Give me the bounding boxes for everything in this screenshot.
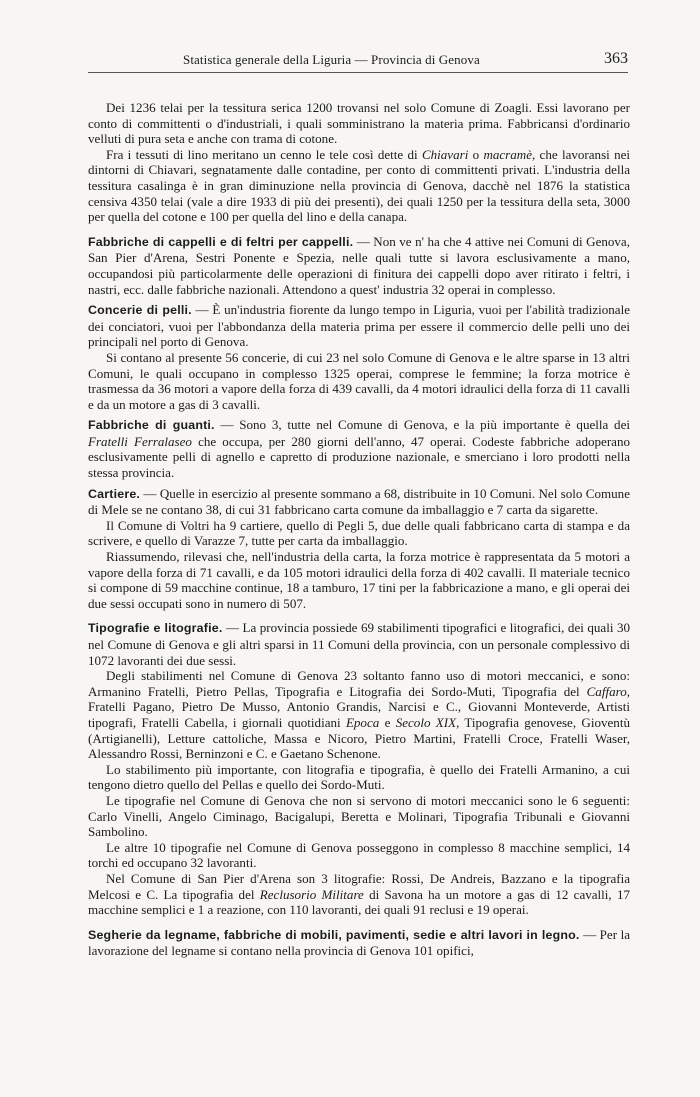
text-run: di Savona ha un motore a gas di 12 cavalli, 17 macchine semplici e 1 a reazione, con 110 lavoranti, dei quali 91 reclusi e 19 operai. bbox=[88, 886, 630, 918]
paragraph bbox=[88, 793, 630, 840]
italic-text: Reclusorio Militare bbox=[259, 886, 364, 902]
section-heading: Fabbriche di cappelli e di feltri per cappelli. bbox=[88, 234, 354, 249]
text-run: — Quelle in esercizio al presente sommano a 68, distribuite in 10 Comuni. Nel solo Comune di Mele se ne contano 38, di cui 31 fabbricano carta comune da imballaggio e 7 carta da sigarette. bbox=[88, 485, 630, 518]
text-run: o bbox=[468, 146, 484, 162]
text-run: , che lavoransi nei dintorni di Chiavari, segnatamente dalle contadine, per conto di committenti privati. L'industria della tessitura casalinga è in gran diminuzione nella provincia di Genova, dacchè nel 1876 la statistica censiva 4350 telai (vale a dire 1933 di più dei presenti), dei quali 1250 per la tessitura della seta, 3000 per quella del cotone e 100 per quella del lino e della canapa. bbox=[88, 146, 631, 225]
italic-text: Secolo XIX bbox=[395, 714, 457, 730]
text-run: , Tipografia genovese, Gioventù (Artigianelli), Letture cattoliche, Massa e Nicoro, Pietro Martini, Fratelli Croce, Fratelli Waser, Alessandro Rossi, Berninzoni e C. e Gaetano Schenone. bbox=[88, 714, 630, 762]
text-run: Nel Comune di San Pier d'Arena son 3 litografie: Rossi, De Andreis, Bazzano e la tipografia Melcosi e C. La tipografia del bbox=[88, 870, 630, 902]
paragraph bbox=[88, 840, 630, 871]
italic-text: Fratelli Ferralaseo bbox=[88, 433, 192, 449]
body-text bbox=[88, 100, 630, 959]
text-run: Le tipografie nel Comune di Genova che non si servono di motori meccanici sono le 6 seguenti: Carlo Vinelli, Angelo Ciminago, Bacigalupi, Beretta e Molinari, Tipografia Tribunali e Giovanni Sambolino. bbox=[88, 792, 630, 840]
section-heading: Fabbriche di guanti. bbox=[88, 418, 215, 433]
paragraph bbox=[88, 871, 630, 918]
text-run: — Sono 3, tutte nel Comune di Genova, e la più importante è quella dei bbox=[214, 417, 630, 433]
text-run: Fra i tessuti di lino meritano un cenno le tele così dette di bbox=[106, 146, 422, 162]
section-heading: Segherie da legname, fabbriche di mobili, pavimenti, sedie e altri lavori in legno. bbox=[88, 927, 580, 942]
text-run: e bbox=[379, 714, 396, 730]
paragraph bbox=[88, 100, 630, 147]
section-paragraph bbox=[88, 927, 630, 959]
italic-text: Caffaro bbox=[586, 683, 627, 699]
text-run: — È un'industria fiorente da lungo tempo in Liguria, vuoi per l'abilità tradizionale dei conciatori, vuoi per l'abbondanza della materia prima per essere il commercio delle pelli uno dei principali nel porto di Genova. bbox=[88, 302, 630, 350]
paragraph bbox=[88, 518, 630, 549]
text-run: Lo stabilimento più importante, con litografia e tipografia, è quello dei Fratelli Armanino, a cui tengono dietro quello del Pellas e quello dei Sordo-Muti. bbox=[88, 761, 630, 793]
paragraph bbox=[88, 762, 630, 793]
running-header bbox=[88, 50, 628, 73]
paragraph bbox=[88, 147, 630, 225]
header-title: Statistica generale della Liguria — Provincia di Genova bbox=[183, 52, 480, 67]
section-paragraph bbox=[88, 417, 630, 480]
section-paragraph bbox=[88, 620, 630, 668]
section-heading: Cartiere. bbox=[88, 486, 141, 501]
text-run: , Fratelli Pagano, Pietro De Musso, Antonio Grandis, Narcisi e C., Giovanni Monteverde, Artisti tipografi, Fratelli Cabella, i giornali quotidiani bbox=[88, 683, 630, 730]
italic-text: Epoca bbox=[345, 714, 380, 730]
text-run: Degli stabilimenti nel Comune di Genova 23 soltanto fanno uso di motori meccanici, e sono: Armanino Fratelli, Pietro Pellas, Tipografia e Litografia dei Sordo-Muti, Tipografia del bbox=[88, 668, 630, 699]
section-paragraph bbox=[88, 234, 630, 297]
paragraph bbox=[88, 668, 630, 762]
text-run: — Non ve n' ha che 4 attive nei Comuni di Genova, San Pier d'Arena, Sestri Ponente e Spezia, nelle quali tutte si lavora esclusivamente a mano, occupandosi più particolarmente delle operazioni di finitura dei cappelli dopo aver ritirato i feltri, i nastri, ecc. dalle fabbriche nazionali. Attendono a quest' industria 32 operai in complesso. bbox=[88, 233, 630, 297]
text-run: Dei 1236 telai per la tessitura serica 1200 trovansi nel solo Comune di Zoagli. Essi lavorano per conto di committenti o d'industriali, i quali somministrano la materia prima. Fabbricansi d'ordinario velluti di pura seta e anche con trama di cotone. bbox=[88, 100, 630, 147]
text-run: — La provincia possiede 69 stabilimenti tipografici e litografici, dei quali 30 nel Comune di Genova e gli altri sparsi in 11 Comuni della provincia, con un personale complessivo di 1072 lavoranti dei due sessi. bbox=[88, 620, 630, 668]
text-run: che occupa, per 280 giorni dell'anno, 47 operai. Codeste fabbriche adoperano esclusivamente pelli di agnello e capretto di produzione nazionale, e smerciano i loro prodotti nella stessa provincia. bbox=[88, 433, 631, 481]
section-heading: Tipografie e litografie. bbox=[88, 621, 223, 636]
page-number: 363 bbox=[604, 50, 628, 67]
section-paragraph bbox=[88, 302, 630, 350]
text-run: Si contano al presente 56 concerie, di cui 23 nel solo Comune di Genova e le altre sparse in 13 altri Comuni, le quali occupano in complesso 1325 operai, comprese le femmine; la forza motrice è trasmessa da 36 motori a vapore della forza di 439 cavalli, da 4 motori idraulici della forza di 11 cavalli e da un motore a gas di 3 cavalli. bbox=[88, 349, 630, 412]
text-run: Il Comune di Voltri ha 9 cartiere, quello di Pegli 5, due delle quali fabbricano carta di stampa e da scrivere, e quello di Varazze 7, tutte per carta da imballaggio. bbox=[88, 517, 630, 549]
italic-text: Chiavari bbox=[421, 146, 469, 162]
text-run: Le altre 10 tipografie nel Comune di Genova posseggono in complesso 8 macchine semplici, 14 torchi ed occupano 32 lavoranti. bbox=[88, 839, 630, 871]
paragraph bbox=[88, 549, 630, 611]
italic-text: macramè bbox=[483, 146, 532, 162]
text-run: — Per la lavorazione del legname si contano nella provincia di Genova 101 opifici, bbox=[88, 926, 631, 959]
paragraph bbox=[88, 350, 630, 412]
section-heading: Concerie di pelli. bbox=[88, 303, 192, 318]
section-paragraph bbox=[88, 486, 630, 518]
text-run: Riassumendo, rilevasi che, nell'industria della carta, la forza motrice è rappresentata da 5 motori a vapore della forza di 71 cavalli, e da 105 motori idraulici della forza di 402 cavalli. Il materiale tecnico si compone di 59 macchine continue, 18 a tamburo, 17 tini per la fabbricazione a mano, e gli operai dei due sessi occupati sono in numero di 507. bbox=[88, 549, 630, 611]
